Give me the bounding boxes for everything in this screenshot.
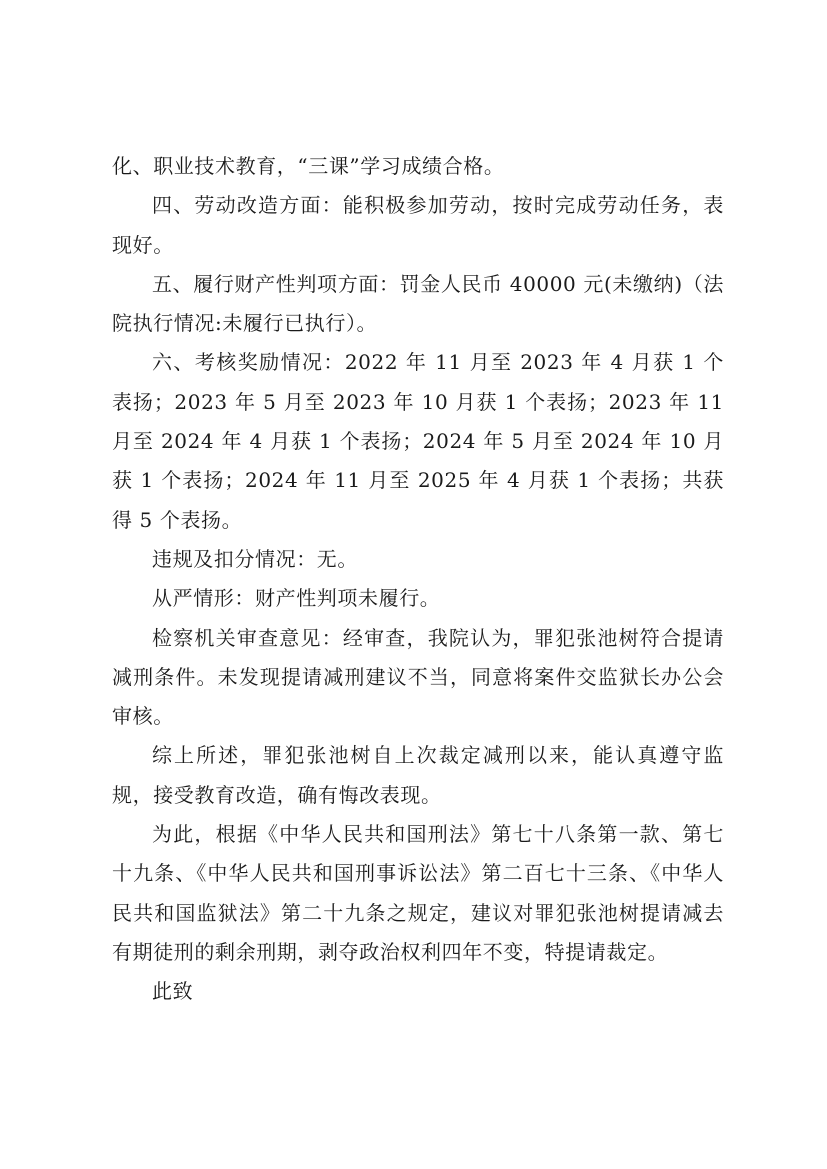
paragraph-procuratorate-opinion: 检察机关审查意见：经审查，我院认为，罪犯张池树符合提请减刑条件。未发现提请减刑建议不当，同意将案件交监狱长办公会审核。	[112, 625, 724, 729]
document-body	[112, 147, 724, 1012]
paragraph-property-judgment: 五、履行财产性判项方面：罚金人民币 40000 元(未缴纳)（法院执行情况:未履行已执行）。	[112, 271, 724, 336]
paragraph-rewards: 六、考核奖励情况：2022 年 11 月至 2023 年 4 月获 1 个表扬；2023 年 5 月至 2023 年 10 月获 1 个表扬；2023 年 11 月至 2024 年 4 月获 1 个表扬；2024 年 5 月至 2024 年 10 月获 1 个表扬；2024 年 11 月至 2025 年 4 月获 1 个表扬；共获得 5 个表扬。	[112, 350, 724, 532]
paragraph-summary: 综上所述，罪犯张池树自上次裁定减刑以来，能认真遵守监规，接受教育改造，确有悔改表现。	[112, 743, 724, 807]
paragraph-violations: 违规及扣分情况：无。	[152, 546, 358, 571]
paragraph-closing: 此致	[152, 979, 194, 1004]
paragraph-labor-reform: 四、劳动改造方面：能积极参加劳动，按时完成劳动任务，表现好。	[112, 193, 724, 257]
paragraph-legal-basis: 为此，根据《中华人民共和国刑法》第七十八条第一款、第七十九条、《中华人民共和国刑事诉讼法》第二百七十三条、《中华人民共和国监狱法》第二十九条之规定，建议对罪犯张池树提请减去有期徒刑的剩余刑期，剥夺政治权利四年不变，特提请裁定。	[112, 822, 724, 964]
paragraph-education-continued: 化、职业技术教育，“三课”学习成绩合格。	[112, 154, 505, 178]
paragraph-strict-circumstances: 从严情形：财产性判项未履行。	[152, 586, 441, 611]
